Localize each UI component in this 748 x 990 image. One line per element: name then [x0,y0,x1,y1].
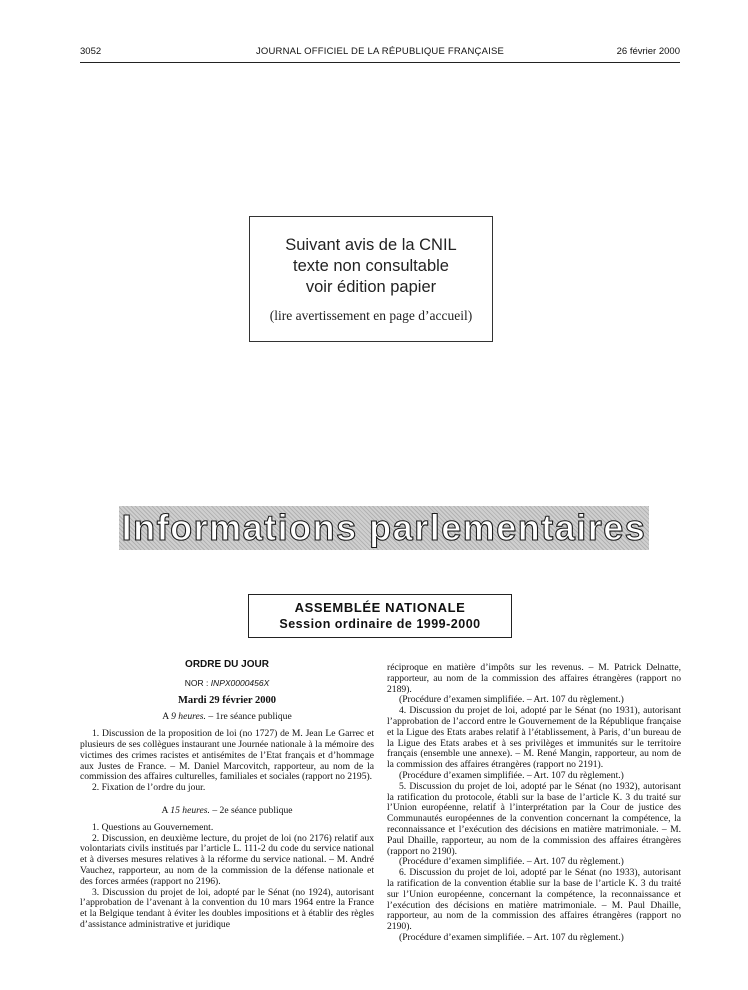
banner-title: Informations parlementaires [121,507,647,548]
procedure-note: (Procédure d’examen simplifiée. – Art. 107 du règlement.) [399,694,624,706]
nor-label: NOR : [184,677,211,688]
left-column [80,660,374,931]
seance-2-label: – 2e séance publique [209,804,293,816]
procedure-note: (Procédure d’examen simplifiée. – Art. 107 du règlement.) [399,931,624,943]
session-name: Session ordinaire de 1999-2000 [279,617,481,631]
cnil-line-2: texte non consultable [293,257,449,275]
procedure-note: (Procédure d’examen simplifiée. – Art. 107 du règlement.) [399,856,624,868]
agenda-item: 6. Discussion du projet de loi, adopté par le Sénat (no 1933), autorisant la ratification de la convention établie sur la base de l’article K. 3 du traité sur l’Union européenne, concernant la compétence, la reconnaissance et l’exécution des décisions en matière matrimoniale. – M. Paul Dhaille, rapporteur, au nom de la commission des affaires étrangères (rapport no 2190). [387,867,681,933]
section-banner [119,506,649,550]
cnil-note: (lire avertissement en page d’accueil) [269,308,473,323]
nor-line [80,678,374,689]
assembly-box [248,594,512,638]
right-column [387,663,681,944]
agenda-item: 1. Questions au Gouvernement. [92,821,214,833]
cnil-line-3: voir édition papier [305,278,437,296]
page-number: 3052 [80,46,102,57]
seance-1-label: – 1re séance publique [205,711,292,723]
procedure-note: (Procédure d’examen simplifiée. – Art. 107 du règlement.) [399,769,624,781]
agenda-item: 2. Discussion, en deuxième lecture, du projet de loi (no 2176) relatif aux volontariats civils institués par l’article L. 111-2 du code du service national et à diverses mesures relatives à la réforme du service national. – M. André Vauchez, rapporteur, au nom de la commission de la défense nationale et des forces armées (rapport no 2196). [80,832,374,887]
sitting-day: Mardi 29 février 2000 [177,694,277,706]
agenda-item: 2. Fixation de l’ordre du jour. [92,782,206,794]
agenda-item: 4. Discussion du projet de loi, adopté par le Sénat (no 1931), autorisant l’approbation de l’accord entre le Gouvernement de la République française et la Ligue des Etats arabes relatif à l’établissement, à Paris, d’un bureau de la Ligue des Etats arabes et à ses privilèges et immunités sur le territoire français (ensemble une annexe). – M. René Mangin, rapporteur, au nom de la commission des affaires étrangères (rapport no 2191). [387,705,681,771]
seance-1-time: 9 heures. [171,711,206,723]
agenda-item-continuation: réciproque en matière d’impôts sur les revenus. – M. Patrick Delnatte, rapporteur, au nom de la commission des affaires étrangères (rapport no 2189). [387,662,681,695]
cnil-line-1: Suivant avis de la CNIL [285,236,457,254]
cnil-notice-box [249,216,493,342]
journal-title: JOURNAL OFFICIEL DE LA RÉPUBLIQUE FRANÇAISE [255,46,505,57]
page-header [80,46,680,63]
seance-2-time: 15 heures. [170,804,210,816]
agenda-item: 5. Discussion du projet de loi, adopté par le Sénat (no 1932), autorisant la ratification du protocole, établi sur la base de l’article K. 3 du traité sur l’Union européenne, relatif à l’interprétation par la Cour de justice des Communautés européennes de la convention concernant la compétence, la reconnaissance et l’exécution des décisions en matière matrimoniale. – M. Paul Dhaille, rapporteur, au nom de la commission des affaires étrangères (rapport no 2190). [387,780,681,857]
ordre-title: ORDRE DU JOUR [185,659,269,670]
nor-code: INPX0000456X [210,677,270,688]
agenda-item: 3. Discussion du projet de loi, adopté par le Sénat (no 1924), autorisant l’approbation de l’avenant à la convention du 10 mars 1964 entre la France et la Belgique tendant à éviter les doubles impositions et à établir des règles d’assistance administrative et juridique [80,886,374,930]
seance-2-heading: A 15 heures. – 2e séance publique [161,804,293,816]
issue-date: 26 février 2000 [616,46,680,57]
assembly-name: ASSEMBLÉE NATIONALE [294,600,466,615]
seance-1-heading: A 9 heures. – 1re séance publique [162,711,292,723]
agenda-item: 1. Discussion de la proposition de loi (no 1727) de M. Jean Le Garrec et plusieurs de ses collègues instaurant une Journée nationale à la mémoire des victimes des crimes racistes et antisémites de l’Etat français et d’hommage aux Justes de France. – M. Daniel Marcovitch, rapporteur, au nom de la commission des affaires culturelles, familiales et sociales (rapport no 2195). [80,728,374,783]
